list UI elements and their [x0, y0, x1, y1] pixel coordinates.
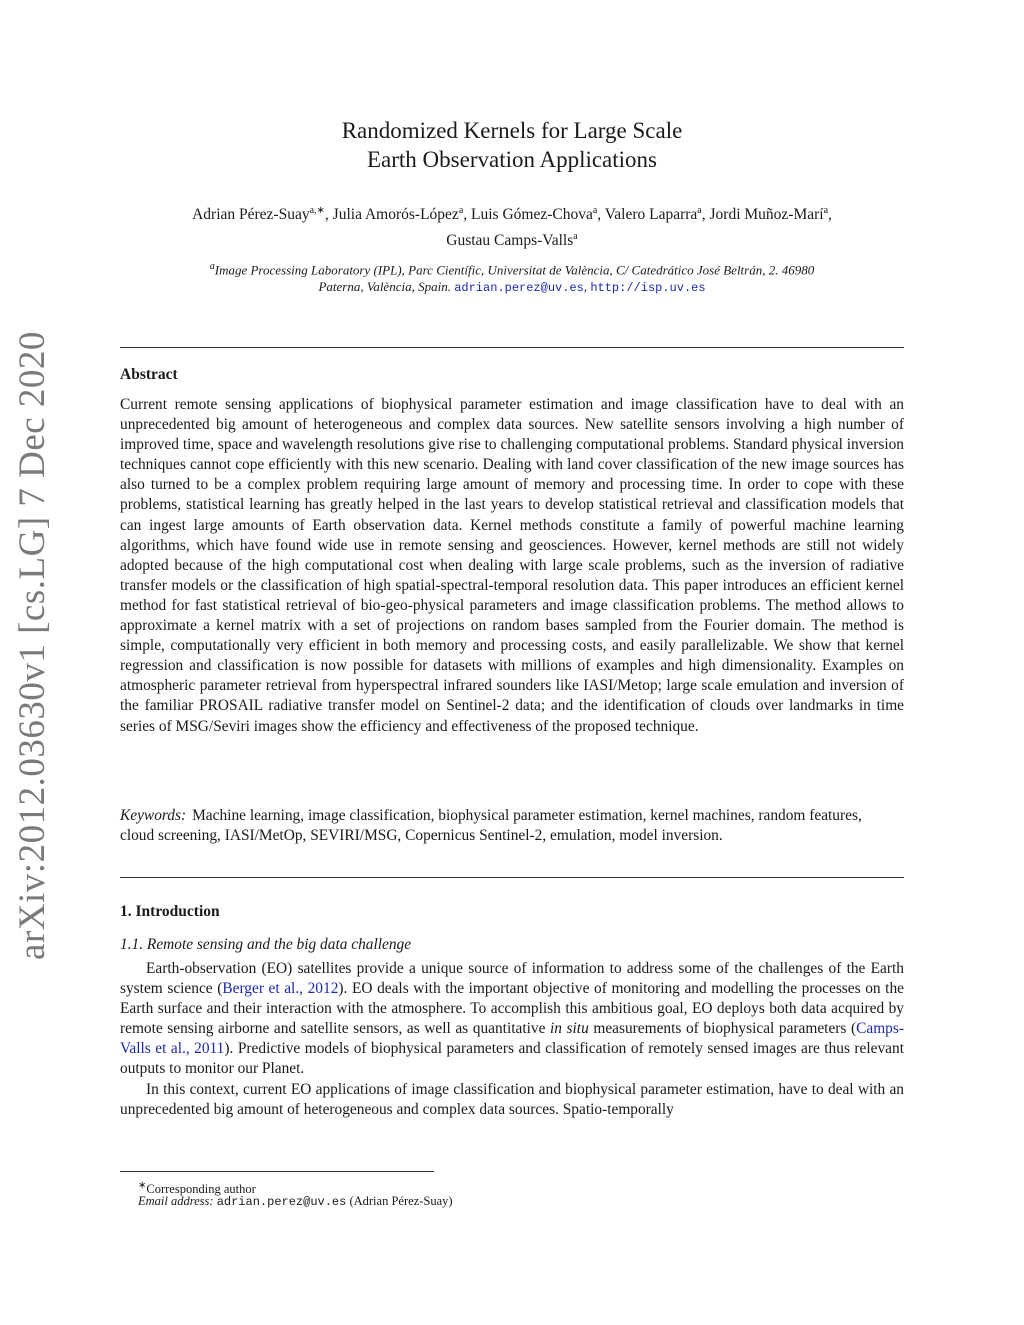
subsection-heading: 1.1. Remote sensing and the big data challenge: [120, 936, 412, 953]
p1-text-c: measurements of biophysical parameters (: [588, 1020, 857, 1038]
footnote-email-label: Email address:: [138, 1194, 214, 1208]
keywords-text: Machine learning, image classification, biophysical parameter estimation, kernel machines, random features, cloud screening, IASI/MetOp, SEVIRI/MSG, Copernicus Sentinel-2, emulation, model inversion.: [120, 807, 862, 845]
affiliation: $^a$Image Processing Laboratory (IPL), Parc Científic, Universitat de València, C/ Catedrático José Beltrán, 2. 46980 Paterna, València, Spain. adrian.perez@uv.es, http://isp.uv.es: [209, 261, 815, 296]
abstract-heading: Abstract: [120, 366, 178, 383]
footnote-corresponding-text: Corresponding author: [146, 1182, 256, 1197]
author-affil-mark: a,∗: [309, 205, 325, 216]
section-heading-introduction: 1. Introduction: [120, 903, 220, 920]
author-list: Adrian Pérez-Suay$^{a,∗}$, Julia Amorós-López$^a$, Luis Gómez-Chova$^a$, Valero Laparra$^a$, Jordi Muñoz-Marí$^a$, Gustau Camps-Valls$^a$: [192, 205, 832, 250]
author-name: Jordi Muñoz-Marí: [709, 206, 824, 224]
author-affil-mark: a: [573, 231, 578, 243]
introduction-body: [120, 959, 904, 1120]
author-affil-mark: a: [697, 205, 702, 216]
footnote-email: [138, 1193, 838, 1211]
footnote-mark: ∗: [138, 1180, 147, 1191]
affil-mark: a: [209, 261, 215, 272]
arxiv-id-text: arXiv:2012.03630v1 [cs.LG] 7 Dec 2020: [11, 330, 53, 960]
author-affil-mark: a: [592, 205, 598, 216]
in-situ-term: in situ: [549, 1020, 589, 1038]
paper-title: [120, 116, 904, 174]
author-name: Julia Amorós-López: [332, 206, 459, 224]
affil-location: Paterna, València, Spain.: [318, 279, 451, 295]
author-name: Adrian Pérez-Suay: [192, 206, 310, 224]
intro-paragraph-2: In this context, current EO applications of image classification and biophysical parameter estimation, have to deal with an unprecedented big amount of heterogeneous and complex data sources. Spatio-temporally: [120, 1080, 904, 1118]
footnote-email-address[interactable]: adrian.perez@uv.es: [216, 1195, 347, 1209]
p1-text-b: ). EO deals with the important objective of monitoring and modelling the processes on the Earth surface and their interaction with the atmosphere. To accomplish this ambitious goal, EO deploys both data acquired by remote sensing airborne and satellite sensors, as well as quantitative: [120, 980, 904, 1038]
author-affil-mark: a: [458, 205, 464, 216]
citation-camps-valls-2011[interactable]: Camps-Valls et al., 2011: [120, 1020, 904, 1058]
abstract-top-rule: [120, 347, 904, 348]
author-name: Valero Laparra: [604, 206, 698, 224]
author-name: Gustau Camps-Valls: [446, 232, 574, 250]
title-line-2: Earth Observation Applications: [367, 147, 657, 172]
footnote-email-owner: (Adrian Pérez-Suay): [349, 1194, 453, 1208]
footnote-rule: [120, 1171, 434, 1172]
arxiv-identifier-stamp: [4, 330, 60, 960]
p1-text-a: Earth-observation (EO) satellites provide a unique source of information to address some of the challenges of the Earth system science (: [120, 960, 904, 998]
p1-text-d: ). Predictive models of biophysical parameters and classification of remotely sensed images are thus relevant outputs to monitor our Planet.: [120, 1040, 904, 1078]
abstract-text: Current remote sensing applications of biophysical parameter estimation and image classification have to deal with an unprecedented big amount of heterogeneous and complex data sources. New satellite sensors involving a high number of improved time, space and wavelength resolutions give rise to challenging computational problems. Standard physical inversion techniques cannot cope efficiently with this new scenario. Dealing with land cover classification of the new image sources has also turned to be a complex problem requiring large amount of memory and processing time. In order to cope with these problems, statistical learning has greatly helped in the last years to develop statistical retrieval and classification models that can ingest large amounts of Earth observation data. Kernel methods constitute a family of powerful machine learning algorithms, which have found wide use in remote sensing and geosciences. However, kernel methods are still not widely adopted because of the high computational cost when dealing with large scale problems, such as the inversion of radiative transfer models or the classification of high spatial-spectral-temporal resolution data. This paper introduces an efficient kernel method for fast statistical retrieval of bio-geo-physical parameters and image classification problems. The method allows to approximate a kernel matrix with a set of projections on random bases sampled from the Fourier domain. The method is simple, computationally very efficient in both memory and processing costs, and easily parallelizable. We show that kernel regression and classification is now possible for datasets with millions of examples and high dimensionality. Examples on atmospheric parameter retrieval from hyperspectral infrared sounders like IASI/Metop; large scale emulation and inversion of the familiar PROSAIL radiative transfer model on Sentinel-2 data; and the identification of clouds over landmarks in time series of MSG/Seviri images show the efficiency and effectiveness of the proposed technique.: [120, 396, 904, 735]
author-affil-mark: a: [823, 205, 829, 216]
keywords: [120, 806, 880, 846]
abstract-bottom-rule: [120, 877, 904, 878]
affil-url-link[interactable]: http://isp.uv.es: [590, 281, 706, 296]
author-name: Luis Gómez-Chova: [471, 206, 593, 224]
intro-paragraph-1: [120, 959, 904, 1080]
keywords-label: Keywords:: [120, 807, 187, 824]
affil-email-link[interactable]: adrian.perez@uv.es: [454, 281, 584, 296]
title-line-1: Randomized Kernels for Large Scale: [341, 118, 683, 143]
citation-berger-2012[interactable]: Berger et al., 2012: [222, 980, 339, 998]
affil-text: Image Processing Laboratory (IPL), Parc Científic, Universitat de València, C/ Catedrático José Beltrán, 2. 46980: [214, 262, 815, 278]
